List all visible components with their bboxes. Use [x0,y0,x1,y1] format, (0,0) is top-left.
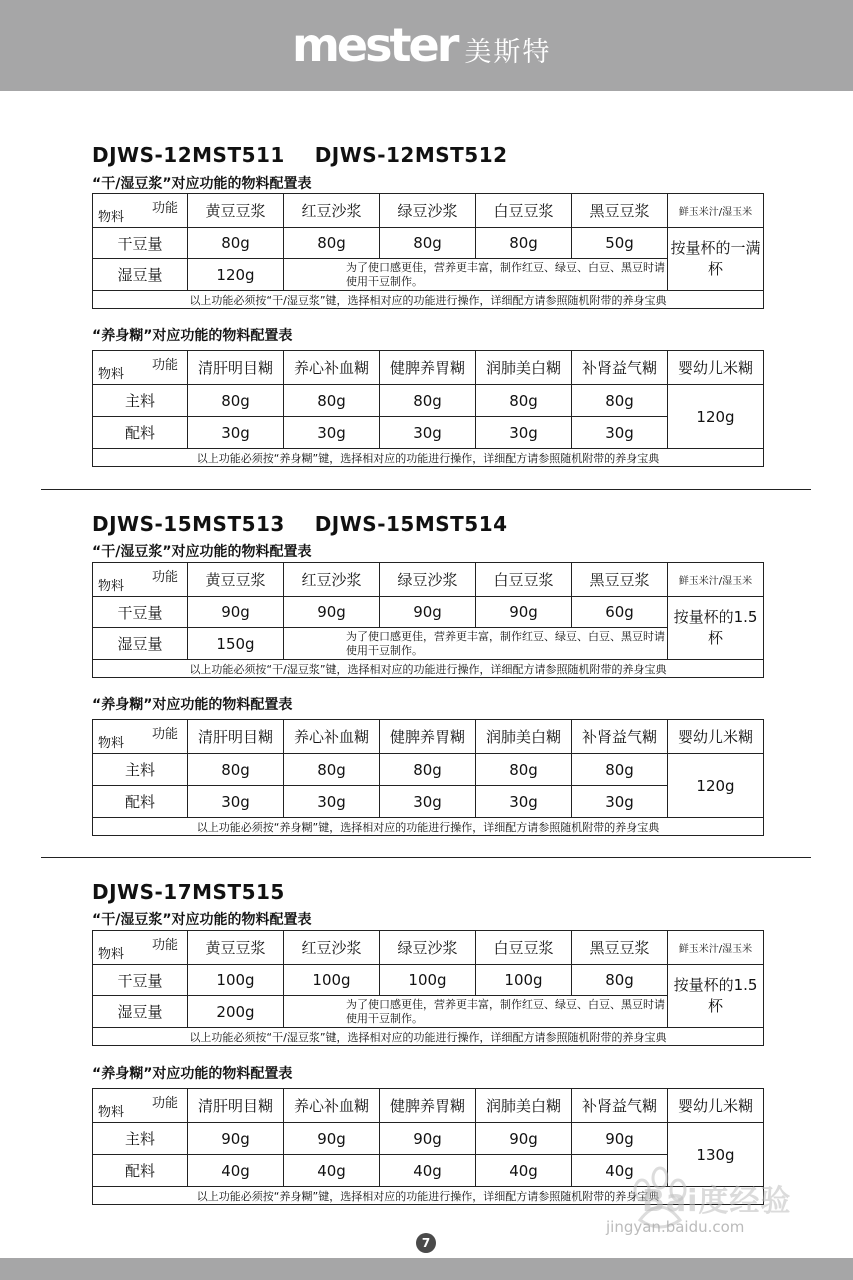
dry-bean-value: 80g [476,228,572,259]
col-header: 黑豆豆浆 [572,194,668,228]
wet-bean-value: 120g [188,259,284,291]
main-value: 80g [284,385,380,417]
col-header: 润肺美白糊 [476,720,572,754]
col-header: 清肝明目糊 [188,720,284,754]
dry-bean-value: 90g [188,597,284,628]
main-value: 80g [476,385,572,417]
col-header: 养心补血糊 [284,720,380,754]
dry-bean-value: 90g [380,597,476,628]
col-header: 黄豆豆浆 [188,563,284,597]
dry-bean-value: 80g [188,228,284,259]
col-header: 红豆沙浆 [284,194,380,228]
dry-bean-value: 60g [572,597,668,628]
baby-paste-value: 120g [668,385,764,449]
page-footer [0,1258,853,1280]
main-value: 90g [188,1123,284,1155]
col-header: 健脾养胃糊 [380,720,476,754]
paste-table-title: “养身糊”对应功能的物料配置表 [92,697,293,713]
wet-bean-value: 200g [188,996,284,1028]
brand-logo [292,20,551,70]
col-header: 红豆沙浆 [284,563,380,597]
main-value: 80g [476,754,572,786]
row-label-main: 主料 [93,385,188,417]
paste-config-table [92,719,764,836]
col-header: 补肾益气糊 [572,720,668,754]
corner-material-label: 物料 [98,579,125,594]
corner-material-label: 物料 [98,1105,125,1120]
aux-value: 30g [188,786,284,818]
row-label-dry: 干豆量 [93,965,188,996]
col-header: 清肝明目糊 [188,351,284,385]
corner-material-label: 物料 [98,736,125,751]
col-header: 绿豆沙浆 [380,194,476,228]
dry-bean-value: 100g [188,965,284,996]
dry-bean-value: 90g [476,597,572,628]
dry-bean-value: 80g [572,965,668,996]
wet-bean-note: 为了使口感更佳，营养更丰富，制作红豆、绿豆、白豆、黑豆时请使用干豆制作。 [284,628,668,660]
table-corner-cell [93,563,188,597]
row-label-wet: 湿豆量 [93,259,188,291]
main-value: 80g [188,385,284,417]
aux-value: 30g [188,417,284,449]
dry-bean-value: 100g [380,965,476,996]
soymilk-config-table [92,562,764,678]
soymilk-table-title: “干/湿豆浆”对应功能的物料配置表 [92,544,312,560]
col-header: 白豆豆浆 [476,194,572,228]
col-header: 润肺美白糊 [476,351,572,385]
soymilk-table-footer: 以上功能必须按“干/湿豆浆”键，选择相对应的功能进行操作，详细配方请参照随机附带的养身宝典 [93,291,764,309]
main-value: 90g [380,1123,476,1155]
col-header: 健脾养胃糊 [380,1089,476,1123]
row-label-aux: 配料 [93,417,188,449]
soymilk-table-title: “干/湿豆浆”对应功能的物料配置表 [92,176,312,192]
paste-table-footer: 以上功能必须按“养身糊”键，选择相对应的功能进行操作，详细配方请参照随机附带的养身宝典 [93,818,764,836]
col-header: 黄豆豆浆 [188,931,284,965]
baby-paste-value: 130g [668,1123,764,1187]
col-header: 绿豆沙浆 [380,931,476,965]
table-corner-cell [93,194,188,228]
corner-function-label: 功能 [151,570,178,585]
main-value: 80g [572,385,668,417]
aux-value: 30g [476,417,572,449]
col-header: 补肾益气糊 [572,351,668,385]
col-header: 婴幼儿米糊 [668,1089,764,1123]
aux-value: 30g [284,786,380,818]
main-value: 90g [572,1123,668,1155]
aux-value: 30g [572,417,668,449]
watermark-url: jingyan.baidu.com [606,1218,745,1236]
section-divider [41,489,811,490]
col-header: 黄豆豆浆 [188,194,284,228]
row-label-wet: 湿豆量 [93,996,188,1028]
col-header: 白豆豆浆 [476,931,572,965]
main-value: 90g [284,1123,380,1155]
col-header-corn: 鲜玉米汁/湿玉米 [668,194,764,228]
row-label-aux: 配料 [93,1155,188,1187]
soymilk-table-footer: 以上功能必须按“干/湿豆浆”键，选择相对应的功能进行操作，详细配方请参照随机附带的养身宝典 [93,660,764,678]
corner-function-label: 功能 [151,1096,178,1111]
dry-bean-value: 100g [284,965,380,996]
aux-value: 30g [572,786,668,818]
row-label-dry: 干豆量 [93,228,188,259]
corn-amount: 按量杯的1.5杯 [668,597,764,660]
corner-function-label: 功能 [151,358,178,373]
col-header: 白豆豆浆 [476,563,572,597]
col-header: 红豆沙浆 [284,931,380,965]
main-value: 80g [284,754,380,786]
main-value: 80g [380,385,476,417]
col-header: 养心补血糊 [284,1089,380,1123]
table-corner-cell [93,351,188,385]
row-label-main: 主料 [93,1123,188,1155]
table-corner-cell [93,931,188,965]
aux-value: 30g [380,786,476,818]
corn-amount: 按量杯的1.5杯 [668,965,764,1028]
model-title: DJWS-12MST511 DJWS-12MST512 [92,143,508,167]
baby-paste-value: 120g [668,754,764,818]
col-header-corn: 鲜玉米汁/湿玉米 [668,563,764,597]
wet-bean-note: 为了使口感更佳，营养更丰富，制作红豆、绿豆、白豆、黑豆时请使用干豆制作。 [284,259,668,291]
page-header [0,0,853,91]
col-header: 婴幼儿米糊 [668,720,764,754]
aux-value: 40g [188,1155,284,1187]
model-title: DJWS-17MST515 [92,880,285,904]
paste-table-footer: 以上功能必须按“养身糊”键，选择相对应的功能进行操作，详细配方请参照随机附带的养身宝典 [93,1187,764,1205]
model-title: DJWS-15MST513 DJWS-15MST514 [92,512,508,536]
paste-table-title: “养身糊”对应功能的物料配置表 [92,328,293,344]
corner-function-label: 功能 [151,201,178,216]
paste-table-title: “养身糊”对应功能的物料配置表 [92,1066,293,1082]
paste-table-footer: 以上功能必须按“养身糊”键，选择相对应的功能进行操作，详细配方请参照随机附带的养身宝典 [93,449,764,467]
aux-value: 30g [284,417,380,449]
col-header: 补肾益气糊 [572,1089,668,1123]
col-header: 健脾养胃糊 [380,351,476,385]
corner-function-label: 功能 [151,938,178,953]
row-label-aux: 配料 [93,786,188,818]
wet-bean-note: 为了使口感更佳，营养更丰富，制作红豆、绿豆、白豆、黑豆时请使用干豆制作。 [284,996,668,1028]
brand-name-cn: 美斯特 [464,37,552,68]
main-value: 90g [476,1123,572,1155]
col-header-corn: 鲜玉米汁/湿玉米 [668,931,764,965]
dry-bean-value: 80g [380,228,476,259]
main-value: 80g [380,754,476,786]
table-corner-cell [93,720,188,754]
corner-material-label: 物料 [98,367,125,382]
dry-bean-value: 100g [476,965,572,996]
col-header: 婴幼儿米糊 [668,351,764,385]
section-divider [41,857,811,858]
main-value: 80g [188,754,284,786]
row-label-main: 主料 [93,754,188,786]
aux-value: 40g [476,1155,572,1187]
col-header: 润肺美白糊 [476,1089,572,1123]
page-number: 7 [416,1233,436,1253]
watermark-text: Bai度经验 [642,1184,792,1219]
col-header: 清肝明目糊 [188,1089,284,1123]
col-header: 黑豆豆浆 [572,563,668,597]
main-value: 80g [572,754,668,786]
corn-amount: 按量杯的一满杯 [668,228,764,291]
dry-bean-value: 50g [572,228,668,259]
row-label-wet: 湿豆量 [93,628,188,660]
paste-config-table [92,350,764,467]
row-label-dry: 干豆量 [93,597,188,628]
brand-logo-word: mester [292,18,457,72]
corner-material-label: 物料 [98,947,125,962]
aux-value: 30g [380,417,476,449]
col-header: 养心补血糊 [284,351,380,385]
soymilk-config-table [92,930,764,1046]
dry-bean-value: 90g [284,597,380,628]
col-header: 绿豆沙浆 [380,563,476,597]
aux-value: 40g [380,1155,476,1187]
col-header: 黑豆豆浆 [572,931,668,965]
dry-bean-value: 80g [284,228,380,259]
aux-value: 40g [284,1155,380,1187]
soymilk-config-table [92,193,764,309]
table-corner-cell [93,1089,188,1123]
aux-value: 30g [476,786,572,818]
corner-material-label: 物料 [98,210,125,225]
wet-bean-value: 150g [188,628,284,660]
soymilk-table-title: “干/湿豆浆”对应功能的物料配置表 [92,912,312,928]
soymilk-table-footer: 以上功能必须按“干/湿豆浆”键，选择相对应的功能进行操作，详细配方请参照随机附带的养身宝典 [93,1028,764,1046]
corner-function-label: 功能 [151,727,178,742]
aux-value: 40g [572,1155,668,1187]
